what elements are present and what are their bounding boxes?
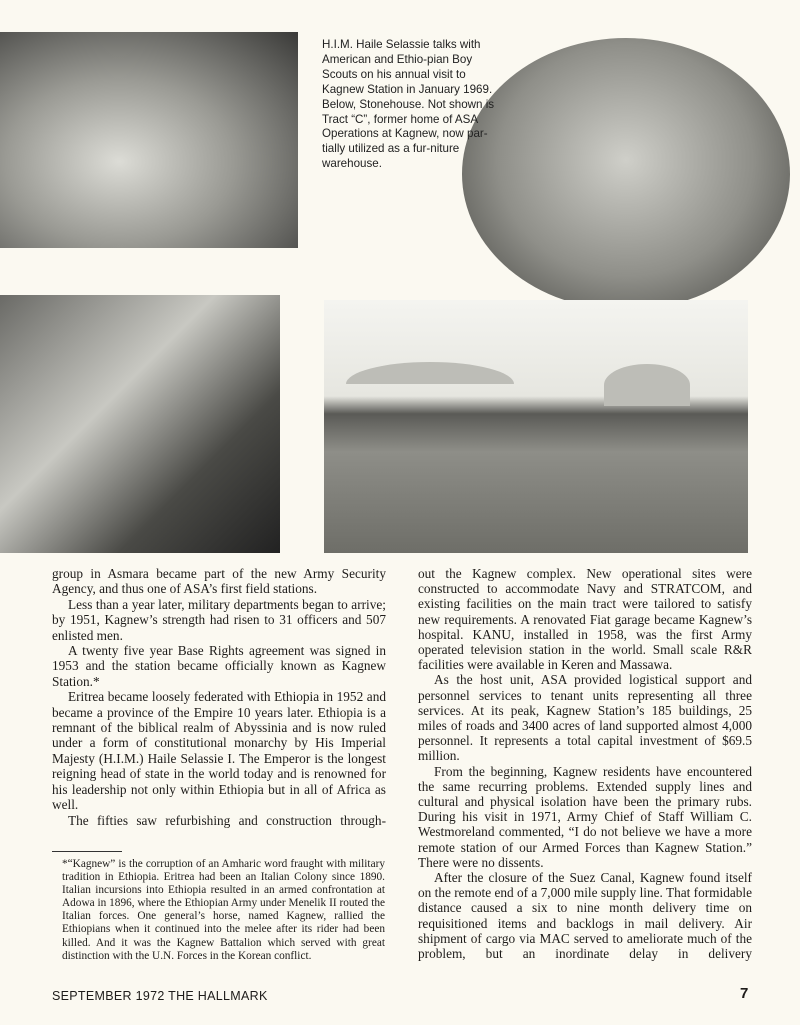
footnote: *“Kagnew” is the corruption of an Amharic word fraught with military tradition in Ethiopia. Eritrea had been an Italian Colony since 1890. Italian incursions into Ethiopia resulted in an armed confrontation at Adowa in 1896, where the Ethiopian Army under Menelik II routed the Italian forces. One general’s horse, named Kagnew, rallied the Ethiopians when it continued into the melee after its rider had been killed. And it was the Kagnew Battalion which served with great distinction with the U.N. Forces in the Korean conflict.	[62, 858, 385, 962]
paragraph: From the beginning, Kagnew residents have encountered the same recurring problems. Extended supply lines and cultural and physical isolation have been the primary rubs. During his visit in 1971, Army Chief of Staff William C. Westmoreland commented, “I do not believe we have a more remote station of our Armed Forces than Kagnew Station.” There were no dissents.	[418, 763, 752, 870]
left-column	[52, 566, 386, 828]
photo-stonehouse-bar	[0, 295, 280, 553]
paragraph: Eritrea became loosely federated with Ethiopia in 1952 and became a province of the Empire 10 years later. Ethiopia is a remnant of the biblical realm of Abyssinia and is now ruled under a form of constitutional monarchy by His Imperial Majesty (H.I.M.) Haile Selassie I. The Emperor is the longest reigning head of state in the world today and is renowned for his leadership not only within Ethiopia but in all of Africa as well.	[52, 689, 386, 813]
photo-antenna-field	[324, 300, 748, 553]
right-column	[418, 566, 752, 961]
paragraph: out the Kagnew complex. New operational sites were constructed to accommodate Navy and STRATCOM, and existing facilities on the main tract were tailored to satisfy new requirements. A renovated Fiat garage became Kagnew’s hospital. KANU, installed in 1958, was the first Army operated television station in the world. Small scale R&R facilities were available in Keren and Massawa.	[418, 566, 752, 673]
publication-footer: SEPTEMBER 1972 THE HALLMARK	[52, 989, 268, 1003]
paragraph: A twenty five year Base Rights agreement was signed in 1953 and the station became officially known as Kagnew Station.*	[52, 643, 386, 689]
antenna-dish-left	[346, 362, 514, 384]
footnote-divider	[52, 851, 122, 852]
radome	[604, 364, 690, 406]
photo-men-in-bunk-room	[0, 32, 298, 248]
photo-caption: H.I.M. Haile Selassie talks with American and Ethio-pian Boy Scouts on his annual visit to Kagnew Station in January 1969. Below, Stonehouse. Not shown is Tract “C”, former home of ASA Operations at Kagnew, now par-tially utilized as a fur-niture warehouse.	[322, 38, 495, 171]
paragraph: The fifties saw refurbishing and construction through-	[68, 812, 386, 828]
paragraph: Less than a year later, military departments began to arrive; by 1951, Kagnew’s strength had risen to 31 officers and 507 enlisted men.	[52, 596, 386, 643]
photo-haile-selassie-with-scouts	[462, 38, 790, 310]
page-number: 7	[740, 985, 749, 1002]
paragraph: group in Asmara became part of the new Army Security Agency, and thus one of ASA’s first field stations.	[52, 566, 386, 597]
paragraph: As the host unit, ASA provided logistical support and personnel services to tenant units representing all three services. At its peak, Kagnew Station’s 185 buildings, 25 miles of roads and 3400 acres of land supported almost 4,000 personnel. It represents a total capital investment of $69.5 million.	[418, 672, 752, 764]
paragraph: After the closure of the Suez Canal, Kagnew found itself on the remote end of a 7,000 mile supply line. That formidable distance caused a six to nine month delivery time on requisitioned items and backlogs in mail delivery. Air shipment of cargo via MAC served to ameliorate much of the problem, but an inordinate delay in delivery	[418, 870, 752, 962]
